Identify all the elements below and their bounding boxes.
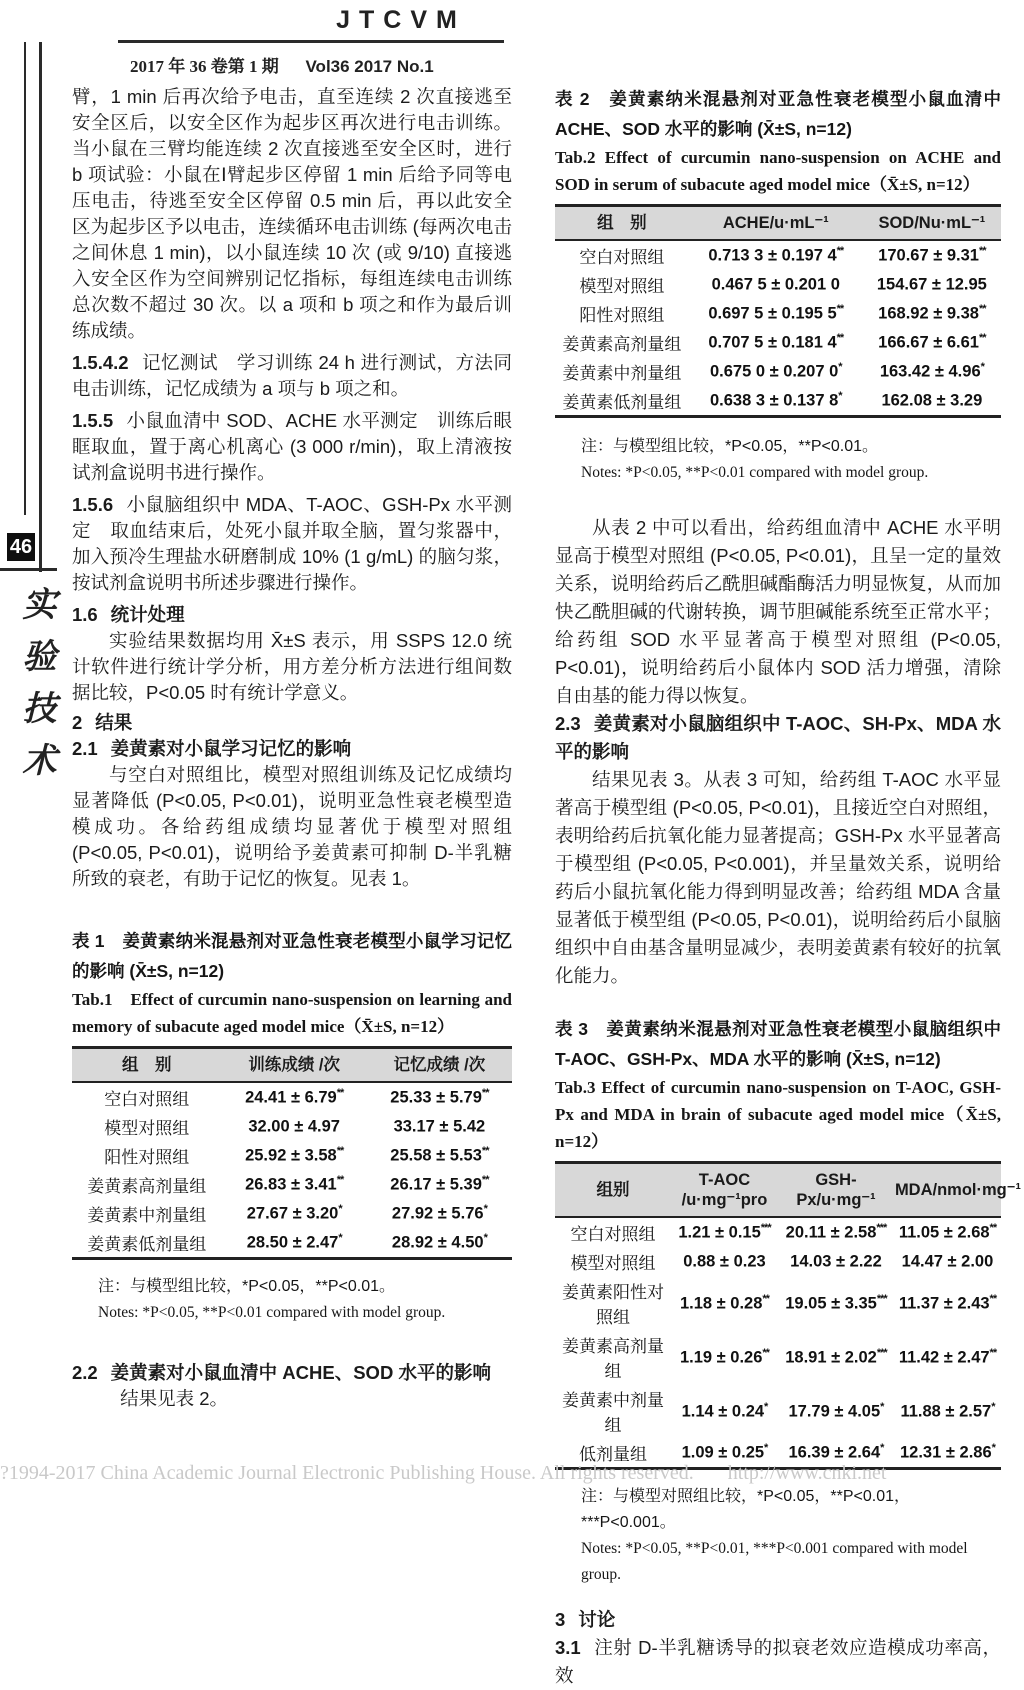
section-2-1-heading [72,736,512,762]
value-cell: 1.21 ± 0.15*** [678,1222,771,1242]
section-1-5-6 [72,492,512,596]
value-cell: 1.14 ± 0.24* [681,1400,768,1421]
body-paragraph: 从表 2 中可以看出，给药组血清中 ACHE 水平明显高于模型对照组 (P<0.05, P<0.01)，且呈一定的量效关系，说明给药后乙酰胆碱酯酶活力明显恢复，从而加快乙酰胆碱的代谢转换，调节胆碱能系统至正常水平；给药组 SOD 水平显著高于模型对照组 (P<0.05, P<0.01)，说明给药后小鼠体内 SOD 活力增强，清除自由基的能力得以恢复。 [555,517,1001,706]
cnki-link[interactable]: http://www.cnki.net [727,1462,887,1484]
column-vertical-label: 实验技术 [16,586,56,794]
value-cell: 154.67 ± 12.95 [876,275,987,294]
section-number: 2.1 [72,738,98,759]
section-number: 1.5.5 [72,410,114,431]
value-cell: 27.67 ± 3.20* [246,1203,342,1223]
table-row [555,386,1001,417]
body-paragraph: 结果见表 2。 [120,1388,229,1409]
issue-line [130,52,434,77]
group-cell: 姜黄素中剂量组 [87,1206,207,1225]
group-cell: 姜黄素高剂量组 [562,335,682,354]
table-row [555,328,1001,357]
table-row [72,1082,512,1112]
value-cell: 28.50 ± 2.47* [246,1232,342,1252]
value-cell: 25.33 ± 5.79** [390,1087,489,1107]
table-row [555,1330,1001,1384]
table3-caption-zh: 表 3 姜黄素纳米混悬剂对亚急性衰老模型小鼠脑组织中 T-AOC、GSH-Px、MDA 水平的影响 (X̄±S, n=12) [555,1019,1001,1069]
value-cell: 26.17 ± 5.39** [390,1174,489,1194]
value-cell: 28.92 ± 4.50* [391,1232,487,1252]
value-cell: 162.08 ± 3.29 [881,391,983,410]
section-text: 小鼠脑组织中 MDA、T-AOC、GSH-Px 水平测定 取血结束后，处死小鼠并取全脑，置匀浆器中，加入预冷生理盐水研磨制成 10% (1 g/mL) 的脑匀浆，按试剂盒说明书所述步骤进行操作。 [72,494,512,593]
margin-rule-thin [24,42,26,515]
column-header: 组 别 [555,206,689,241]
margin-rule-thick [39,42,42,572]
value-cell: 33.17 ± 5.42 [393,1117,486,1136]
table1-caption-zh: 表 1 姜黄素纳米混悬剂对亚急性衰老模型小鼠学习记忆的影响 (X̄±S, n=12) [72,931,512,981]
column-header: T-AOC /u·mg⁻¹pro [671,1163,778,1218]
table-row [555,1247,1001,1276]
value-cell: 0.467 5 ± 0.201 0 [711,275,840,294]
table2-caption-en: Tab.2 Effect of curcumin nano-suspension on ACHE and SOD in serum of subacute aged model mice（X̄±S, n=12） [555,148,1001,194]
value-cell: 0.88 ± 0.23 [683,1252,766,1271]
value-cell: 166.67 ± 6.61** [878,332,986,352]
footer [0,1462,1010,1485]
group-cell: 模型对照组 [579,277,665,296]
section-2-3-heading [555,710,1001,766]
section-2-heading [72,710,512,736]
section-number: 2.3 [555,713,581,734]
value-cell: 20.11 ± 2.58*** [785,1222,887,1242]
group-cell: 姜黄素低剂量组 [562,393,682,412]
body-paragraph: 结果见表 3。从表 3 可知，给药组 T-AOC 水平显著高于模型组 (P<0.05, P<0.01)，且接近空白对照组，表明给药后抗氧化能力显著提高；GSH-Px 水平显著高于模型组 (P<0.05, P<0.001)，并呈量效关系，说明给药后小鼠抗氧化能力得到明显改善；给药组 MDA 含量显著低于模型组 (P<0.05, P<0.01)，说明给药后小鼠脑组织中自由基含量明显减少，表明姜黄素有较好的抗氧化能力。 [555,769,1001,986]
section-3-heading [555,1606,1001,1634]
value-cell: 1.09 ± 0.25* [681,1442,768,1462]
value-cell: 11.05 ± 2.68** [898,1222,997,1242]
table-row [555,240,1001,270]
section-number: 3.1 [555,1637,581,1658]
table-row [72,1228,512,1259]
table-header-row [72,1048,512,1083]
value-cell: 168.92 ± 9.38** [878,303,986,323]
group-cell: 模型对照组 [570,1254,656,1273]
group-cell: 姜黄素阳性对照组 [561,1283,664,1327]
group-cell: 空白对照组 [104,1090,190,1109]
value-cell: 1.18 ± 0.28** [679,1292,769,1313]
value-cell: 32.00 ± 4.97 [248,1117,340,1136]
table-row [72,1199,512,1228]
column-header: 组别 [555,1163,671,1218]
table1-note-zh: 注：与模型组比较，*P<0.05，**P<0.01。 [98,1278,395,1295]
table-row [72,1141,512,1170]
section-title: 讨论 [578,1609,616,1630]
column-header: ACHE/u·mL⁻¹ [689,206,863,241]
group-cell: 姜黄素高剂量组 [561,1337,664,1381]
issue-en: Vol36 2017 No.1 [305,57,434,76]
value-cell: 27.92 ± 5.76* [391,1203,487,1223]
value-cell: 170.67 ± 9.31** [878,245,986,265]
value-cell: 19.05 ± 3.35*** [785,1292,887,1313]
journal-logo: JTCVM [336,6,466,34]
table2-caption-zh: 表 2 姜黄素纳米混悬剂对亚急性衰老模型小鼠血清中 ACHE、SOD 水平的影响 (X̄±S, n=12) [555,89,1001,139]
table-row [555,299,1001,328]
body-paragraph: 臂，1 min 后再次给予电击，直至连续 2 次直接逃至安全区后，以安全区作为起步区再次进行电击训练。当小鼠在三臂均能连续 2 次直接逃至安全区时，进行 b 项试验：小鼠在Ⅰ臂起步区停留 1 min 后给予同等电压电击，待逃至安全区停留 0.5 min 后，再以此安全区为起步区予以电击，连续循环电击训练 (每两次电击之间休息 1 min)，以小鼠连续 10 次 (或 9/10) 直接逃入安全区作为空间辨别记忆指标，每组连续电击训练总次数不超过 30 次。以 a 项和 b 项之和作为最后训练成绩。 [72,86,512,341]
value-cell: 25.92 ± 3.58** [245,1145,344,1165]
section-2-2-heading [72,1360,512,1386]
table3-note-en: Notes: *P<0.05, **P<0.01, ***P<0.001 compared with model group. [581,1540,968,1583]
section-number: 1.5.4.2 [72,352,129,373]
header-rule [118,40,504,43]
right-column [555,84,1021,1690]
group-cell: 模型对照组 [104,1119,190,1138]
group-cell: 阳性对照组 [104,1148,190,1167]
column-header: GSH-Px/u·mg⁻¹ [778,1163,894,1218]
value-cell: 12.31 ± 2.86* [900,1442,995,1462]
value-cell: 24.41 ± 6.79** [245,1087,344,1107]
section-1-5-5 [72,408,512,486]
section-text: 记忆测试 学习训练 24 h 进行测试，方法同电击训练，记忆成绩为 a 项与 b 项之和。 [72,352,512,399]
value-cell: 0.713 3 ± 0.197 4** [708,245,844,265]
value-cell: 11.88 ± 2.57* [900,1400,995,1421]
table-3 [555,1161,1021,1470]
table3-note-zh: 注：与模型对照组比较，*P<0.05，**P<0.01，***P<0.001。 [581,1488,910,1531]
table-row [555,1276,1001,1330]
table2-note-zh: 注：与模型组比较，*P<0.05，**P<0.01。 [581,438,878,455]
table-1 [72,1046,512,1260]
value-cell: 25.58 ± 5.53** [390,1145,489,1165]
copyright-text: ?1994-2017 China Academic Journal Electronic Publishing House. All rights reserved. [0,1462,694,1484]
column-header: MDA/nmol·mg⁻¹ [894,1163,1001,1218]
body-paragraph: 与空白对照组比，模型对照组训练及记忆成绩均显著降低 (P<0.05, P<0.01)，说明亚急性衰老模型造模成功。各给药组成绩均显著优于模型对照组 (P<0.05, P<0.01)，说明给予姜黄素可抑制 D-半乳糖所致的衰老，有助于记忆的恢复。见表 1。 [72,764,512,889]
issue-zh: 2017 年 36 卷第 1 期 [130,57,279,76]
value-cell: 11.42 ± 2.47** [898,1346,997,1367]
value-cell: 14.03 ± 2.22 [790,1252,882,1271]
column-header: SOD/Nu·mL⁻¹ [863,206,1001,241]
value-cell: 18.91 ± 2.02*** [785,1346,887,1367]
table-row [72,1112,512,1141]
group-cell: 姜黄素中剂量组 [562,364,682,383]
value-cell: 163.42 ± 4.96* [879,361,984,381]
column-header: 组 别 [72,1048,222,1083]
table-row [555,357,1001,386]
group-cell: 姜黄素低剂量组 [87,1235,207,1254]
value-cell: 11.37 ± 2.43** [898,1292,997,1313]
table-row [555,1384,1001,1438]
table-header-row [555,206,1001,241]
table-row [555,1217,1001,1247]
group-cell: 空白对照组 [570,1225,656,1244]
value-cell: 16.39 ± 2.64* [788,1442,884,1462]
section-text: 注射 D-半乳糖诱导的拟衰老效应造模成功率高，效 [555,1637,1001,1686]
section-title: 姜黄素对小鼠学习记忆的影响 [110,738,352,759]
section-text: 小鼠血清中 SOD、ACHE 水平测定 训练后眼眶取血，置于离心机离心 (3 000 r/min)，取上清液按试剂盒说明书进行操作。 [72,410,512,483]
section-number: 2.2 [72,1362,98,1383]
section-number: 3 [555,1609,566,1630]
section-1-5-4-2 [72,350,512,402]
section-title: 统计处理 [110,604,185,625]
margin-rule-tick [0,568,57,571]
group-cell: 空白对照组 [579,248,665,267]
body-paragraph: 实验结果数据均用 X̄±S 表示，用 SSPS 12.0 统计软件进行统计学分析，用方差分析方法进行组间数据比较，P<0.05 时有统计学意义。 [72,630,512,703]
value-cell: 0.638 3 ± 0.137 8* [709,390,842,410]
table-row [72,1170,512,1199]
section-title: 姜黄素对小鼠脑组织中 T-AOC、SH-Px、MDA 水平的影响 [555,713,1001,762]
table-row [555,270,1001,299]
table1-note-en: Notes: *P<0.05, **P<0.01 compared with model group. [98,1304,446,1321]
group-cell: 低剂量组 [578,1445,647,1464]
section-number: 1.5.6 [72,494,114,515]
value-cell: 0.697 5 ± 0.195 5** [708,303,844,323]
value-cell: 0.675 0 ± 0.207 0* [709,361,842,381]
value-cell: 17.79 ± 4.05* [788,1400,884,1421]
value-cell: 14.47 ± 2.00 [901,1252,994,1271]
page-number-badge: 46 [7,533,35,561]
section-3-1-heading [555,1634,1001,1690]
table3-caption-en: Tab.3 Effect of curcumin nano-suspension on T-AOC, GSH-Px and MDA in brain of subacute aged model mice（X̄±S, n=12） [555,1078,1001,1151]
value-cell: 0.707 5 ± 0.181 4** [708,332,844,352]
table2-note-en: Notes: *P<0.05, **P<0.01 compared with model group. [581,464,929,481]
table1-caption-en: Tab.1 Effect of curcumin nano-suspension on learning and memory of subacute aged model mice（X̄±S, n=12） [72,990,512,1036]
group-cell: 阳性对照组 [579,306,665,325]
section-number: 2 [72,712,83,733]
left-column [72,84,512,1412]
group-cell: 姜黄素中剂量组 [561,1391,664,1435]
value-cell: 1.19 ± 0.26** [679,1346,769,1367]
value-cell: 26.83 ± 3.41** [245,1174,344,1194]
section-number: 1.6 [72,604,98,625]
section-1-6-heading [72,602,512,628]
section-title: 姜黄素对小鼠血清中 ACHE、SOD 水平的影响 [110,1362,491,1383]
table-header-row [555,1163,1001,1218]
column-header: 训练成绩 /次 [222,1048,367,1083]
section-title: 结果 [95,712,133,733]
group-cell: 姜黄素高剂量组 [87,1177,207,1196]
table-2 [555,204,1001,418]
column-header: 记忆成绩 /次 [367,1048,512,1083]
